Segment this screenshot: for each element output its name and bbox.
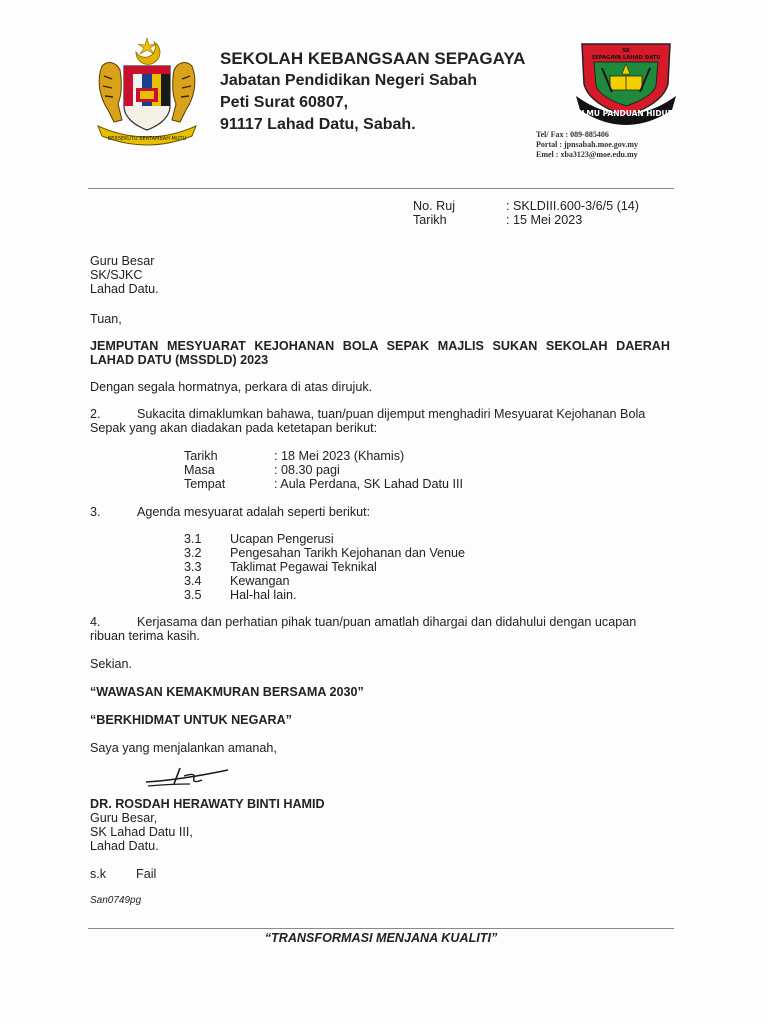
detail-label: Tarikh: [184, 449, 218, 463]
email: Emel : xba3123@moe.edu.my: [536, 150, 638, 159]
subject: JEMPUTAN MESYUARAT KEJOHANAN BOLA SEPAK MAJLIS SUKAN SEKOLAH DAERAH LAHAD DATU (MSSDLD) 2023: [90, 339, 670, 367]
para4-line1: Kerjasama dan perhatian pihak tuan/puan amatlah dihargai dan didahului dengan ucapan: [137, 615, 637, 629]
footer-divider: [88, 928, 674, 929]
file-code: San0749pg: [90, 895, 142, 906]
agenda-number: 3.5: [184, 588, 202, 602]
sk-label: s.k: [90, 867, 107, 881]
signatory-name: DR. ROSDAH HERAWATY BINTI HAMID: [90, 797, 325, 811]
para4-line2: ribuan terima kasih.: [90, 629, 200, 643]
svg-text:ILMU PANDUAN HIDUP: ILMU PANDUAN HIDUP: [578, 109, 674, 118]
closing: Sekian.: [90, 657, 133, 671]
department: Jabatan Pendidikan Negeri Sabah: [220, 72, 477, 89]
city: 91117 Lahad Datu, Sabah.: [220, 116, 416, 133]
amanah-line: Saya yang menjalankan amanah,: [90, 741, 277, 755]
svg-text:BERSEKUTU BERTAMBAH MUTU: BERSEKUTU BERTAMBAH MUTU: [107, 136, 187, 142]
detail-value: : Aula Perdana, SK Lahad Datu III: [274, 477, 464, 491]
agenda-item: [184, 588, 297, 602]
agenda-text: Ucapan Pengerusi: [230, 532, 334, 546]
agenda-text: Pengesahan Tarikh Kejohanan dan Venue: [230, 546, 466, 560]
recipient-line: Guru Besar: [90, 254, 155, 268]
po-box: Peti Surat 60807,: [220, 94, 349, 111]
agenda-item: [184, 532, 334, 546]
contact-info: [536, 130, 638, 160]
tel-fax: Tel/ Fax : 089-885406: [536, 130, 609, 139]
ref-no-value: : SKLDIII.600-3/6/5 (14): [506, 199, 640, 213]
agenda-list: [184, 532, 466, 602]
ref-date-value: : 15 Mei 2023: [506, 213, 583, 227]
svg-text:SK: SK: [622, 48, 630, 54]
para2-line2: Sepak yang akan diadakan pada ketetapan berikut:: [90, 421, 378, 435]
ref-no-label: No. Ruj: [413, 199, 455, 213]
signatory-title: Guru Besar,: [90, 811, 158, 825]
detail-row: [184, 449, 405, 463]
letterhead: [220, 48, 540, 136]
details-table: [184, 449, 464, 491]
ref-date-label: Tarikh: [413, 213, 447, 227]
salutation: Tuan,: [90, 312, 122, 326]
slogan-wawasan: “WAWASAN KEMAKMURAN BERSAMA 2030”: [90, 685, 364, 699]
agenda-text: Kewangan: [230, 574, 290, 588]
para3-text: Agenda mesyuarat adalah seperti berikut:: [137, 505, 371, 519]
agenda-number: 3.3: [184, 560, 202, 574]
agenda-text: Taklimat Pegawai Teknikal: [230, 560, 377, 574]
opening-line: Dengan segala hormatnya, perkara di atas dirujuk.: [90, 380, 373, 394]
agenda-item: [184, 574, 290, 588]
slogan-berkhidmat: “BERKHIDMAT UNTUK NEGARA”: [90, 713, 292, 727]
detail-label: Masa: [184, 463, 215, 477]
footer-motto: “TRANSFORMASI MENJANA KUALITI”: [264, 931, 498, 945]
recipient-line: Lahad Datu.: [90, 282, 159, 296]
agenda-number: 3.2: [184, 546, 202, 560]
sk-value: Fail: [136, 867, 157, 881]
portal: Portal : jpnsabah.moe.gov.my: [536, 140, 638, 149]
signatory-block: [90, 797, 325, 853]
signatory-school: SK Lahad Datu III,: [90, 825, 193, 839]
para2-number: 2.: [90, 407, 101, 421]
detail-value: : 18 Mei 2023 (Khamis): [274, 449, 405, 463]
detail-row: [184, 477, 464, 491]
signatory-city: Lahad Datu.: [90, 839, 159, 853]
agenda-number: 3.4: [184, 574, 202, 588]
para2-line1: Sukacita dimaklumkan bahawa, tuan/puan dijemput menghadiri Mesyuarat Kejohanan Bola: [137, 407, 646, 421]
recipient: [90, 254, 159, 296]
recipient-line: SK/SJKC: [90, 268, 143, 282]
para4-number: 4.: [90, 615, 101, 629]
detail-row: [184, 463, 340, 477]
agenda-text: Hal-hal lain.: [230, 588, 297, 602]
coat-of-arms-icon: [92, 36, 202, 146]
detail-value: : 08.30 pagi: [274, 463, 340, 477]
agenda-item: [184, 560, 377, 574]
svg-text:SEPAGAYA LAHAD DATU: SEPAGAYA LAHAD DATU: [591, 55, 661, 61]
school-logo-icon: [574, 40, 678, 126]
agenda-number: 3.1: [184, 532, 202, 546]
detail-label: Tempat: [184, 477, 226, 491]
school-name: SEKOLAH KEBANGSAAN SEPAGAYA: [220, 49, 526, 68]
header-divider: [88, 188, 674, 189]
signature-icon: [140, 762, 240, 792]
para3-number: 3.: [90, 505, 101, 519]
agenda-item: [184, 546, 466, 560]
